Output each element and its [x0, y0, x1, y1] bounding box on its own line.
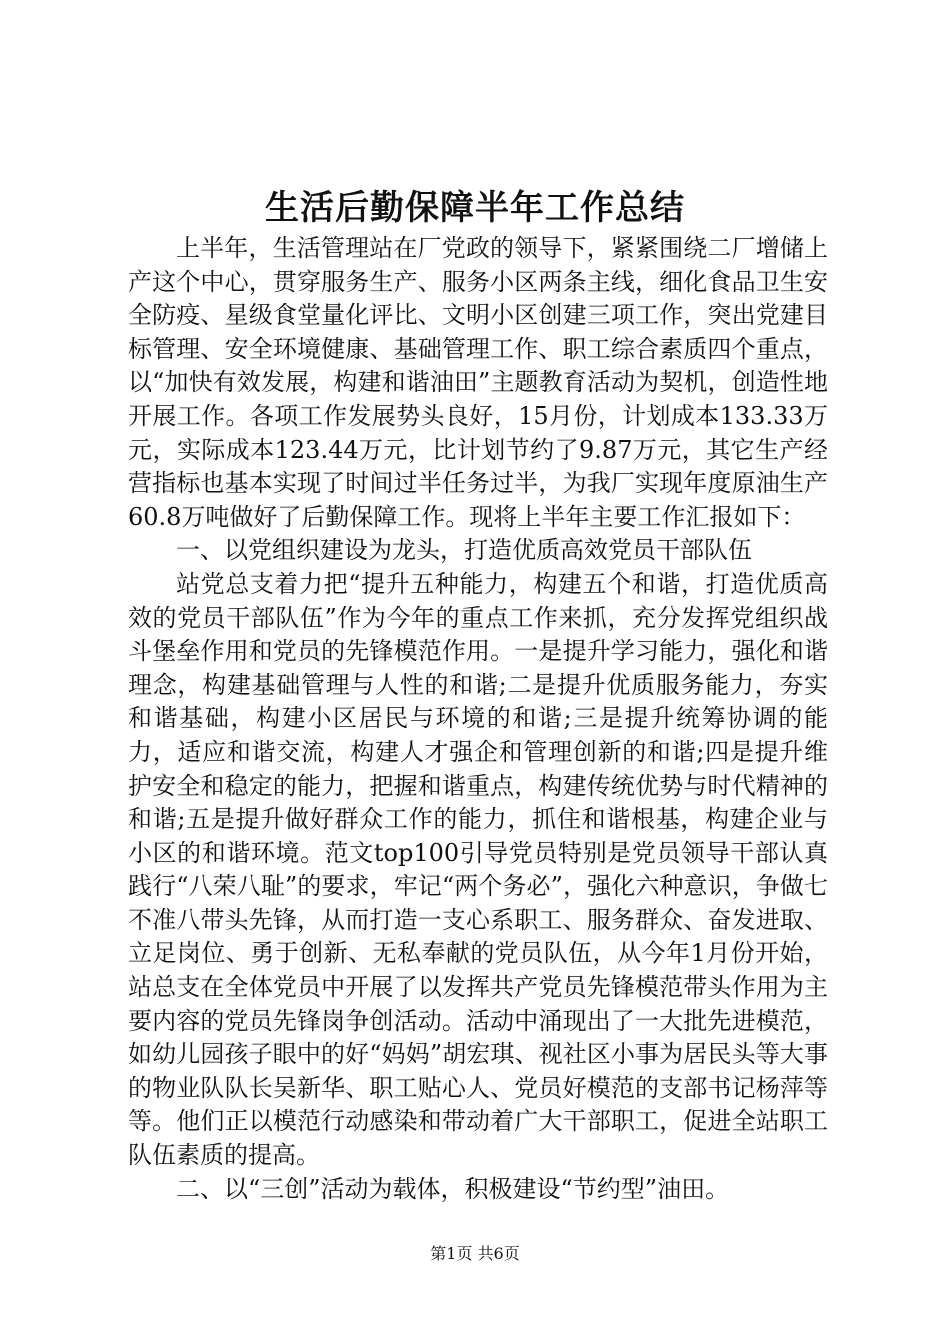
intro-paragraph: 上半年，生活管理站在厂党政的领导下，紧紧围绕二厂增储上产这个中心，贯穿服务生产、服务小区两条主线，细化食品卫生安全防疫、星级食堂量化评比、文明小区创建三项工作，突出党建目标管理、安全环境健康、基础管理工作、职工综合素质四个重点，以“加快有效发展，构建和谐油田”主题教育活动为契机，创造性地开展工作。各项工作发展势头良好，15月份，计划成本133.33万元，实际成本123.44万元，比计划节约了9.87万元，其它生产经营指标也基本实现了时间过半任务过半，为我厂实现年度原油生产60.8万吨做好了后勤保障工作。现将上半年主要工作汇报如下： [128, 234, 828, 531]
page-number-footer: 第1页 共6页 [430, 1244, 520, 1263]
page-title: 生活后勤保障半年工作总结 [265, 188, 685, 228]
section-heading-2: 二、以“三创”活动为载体，积极建设“节约型”油田。 [176, 1174, 730, 1203]
section-heading-1: 一、以党组织建设为龙头，打造优质高效党员干部队伍 [176, 536, 752, 565]
section-1-paragraph: 站党总支着力把“提升五种能力，构建五个和谐，打造优质高效的党员干部队伍”作为今年的重点工作来抓，充分发挥党组织战斗堡垒作用和党员的先锋模范作用。一是提升学习能力，强化和谐理念，构建基础管理与人性的和谐;二是提升优质服务能力，夯实和谐基础，构建小区居民与环境的和谐;三是提升统筹协调的能力，适应和谐交流，构建人才强企和管理创新的和谐;四是提升维护安全和稳定的能力，把握和谐重点，构建传统优势与时代精神的和谐;五是提升做好群众工作的能力，抓住和谐根基，构建企业与小区的和谐环境。范文top100引导党员特别是党员领导干部认真践行“八荣八耻”的要求，牢记“两个务必”，强化六种意识，争做七不准八带头先锋，从而打造一支心系职工、服务群众、奋发进取、立足岗位、勇于创新、无私奉献的党员队伍，从今年1月份开始，站总支在全体党员中开展了以发挥共产党员先锋模范带头作用为主要内容的党员先锋岗争创活动。活动中涌现出了一大批先进模范，如幼儿园孩子眼中的好“妈妈”胡宏琪、视社区小事为居民头等大事的物业队队长吴新华、职工贴心人、党员好模范的支部书记杨萍等等。他们正以模范行动感染和带动着广大干部职工，促进全站职工队伍素质的提高。 [128, 569, 828, 1170]
document-body [128, 232, 828, 1206]
